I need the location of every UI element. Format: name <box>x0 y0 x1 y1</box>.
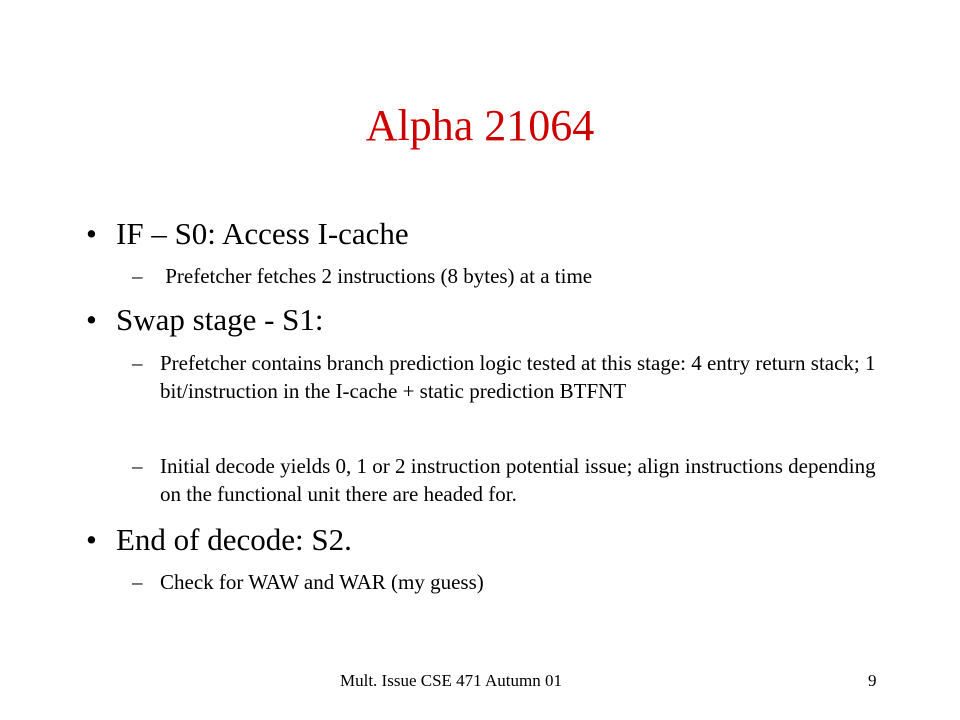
bullet-icon: • <box>86 302 97 337</box>
bullet-icon: • <box>86 216 97 251</box>
dash-icon: – <box>132 264 143 288</box>
sub-bullet-text: Prefetcher fetches 2 instructions (8 bytes) at a time <box>160 264 593 288</box>
sub-bullet-item <box>132 349 892 405</box>
footer-course: Mult. Issue CSE 471 Autumn 01 <box>340 671 562 690</box>
bullet-text: End of decode: S2. <box>116 522 352 557</box>
slide-title: Alpha 21064 <box>365 101 595 150</box>
sub-bullet-text: Prefetcher contains branch prediction logic tested at this stage: 4 entry return stack; 1 bit/instruction in the I-cache + static prediction BTFNT <box>160 351 876 403</box>
bullet-text: Swap stage - S1: <box>116 302 324 337</box>
sub-bullet-item <box>132 568 892 596</box>
dash-icon: – <box>132 570 143 594</box>
sub-bullet-text: Initial decode yields 0, 1 or 2 instruction potential issue; align instructions depending on the functional unit there are headed for. <box>160 454 876 506</box>
sub-bullet-item <box>132 452 892 508</box>
dash-icon: – <box>132 351 143 375</box>
sub-bullet-text: Check for WAW and WAR (my guess) <box>160 570 484 594</box>
bullet-icon: • <box>86 522 97 557</box>
bullet-text: IF – S0: Access I-cache <box>116 216 409 251</box>
sub-bullet-item <box>132 262 892 290</box>
page-number: 9 <box>868 671 877 690</box>
dash-icon: – <box>132 454 143 478</box>
